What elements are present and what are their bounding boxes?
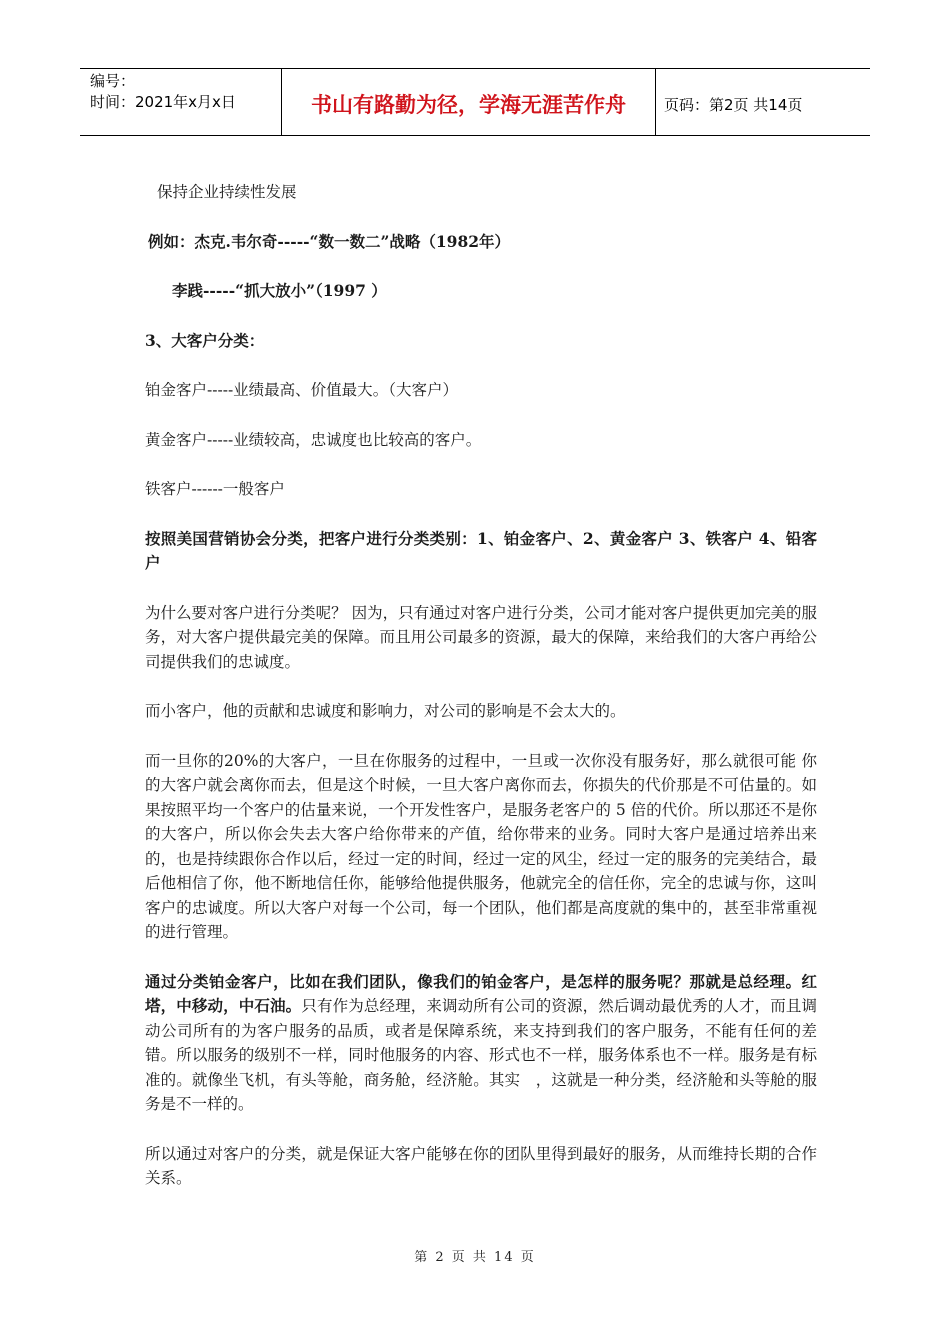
paragraph-7: 铁客户------一般客户 xyxy=(145,480,285,498)
page-footer: 第 2 页 共 14 页 xyxy=(414,1250,536,1265)
header-meta-cell xyxy=(80,69,282,135)
time-label: 时间：2021年x月x日 xyxy=(90,93,236,111)
paragraph-8: 按照美国营销协会分类，把客户进行分类类别：1、铂金客户、2、黄金客户 3、铁客户 4、铅客户 xyxy=(145,528,817,572)
header-motto: 书山有路勤为径，学海无涯苦作舟 xyxy=(282,69,656,135)
number-label: 编号： xyxy=(90,72,136,90)
document-body xyxy=(145,180,817,1191)
paragraph-1: 保持企业持续性发展 xyxy=(157,183,297,201)
paragraph-12-rest: 只有作为总经理，来调动所有公司的资源，然后调动最优秀的人才，而且调动公司所有的为客户服务的品质，或者是保障系统，来支持到我们的客户服务，不能有任何的差错。所以服务的级别不一样，同时他服务的内容、形式也不一样，服务体系也不一样。服务是有标准的。就像坐飞机，有头等舱，商务舱，经济舱。其实 ，这就是一种分类，经济舱和头等舱的服务是不一样的。 xyxy=(145,997,817,1113)
paragraph-13: 所以通过对客户的分类，就是保证大客户能够在你的团队里得到最好的服务，从而维持长期的合作关系。 xyxy=(145,1144,817,1187)
paragraph-9: 为什么要对客户进行分类呢？ 因为，只有通过对客户进行分类，公司才能对客户提供更加完美的服务，对大客户提供最完美的保障。而且用公司最多的资源，最大的保障，来给我们的大客户再给公司提供我们的忠诚度。 xyxy=(145,603,817,671)
paragraph-12 xyxy=(145,970,817,1117)
header-page-info: 页码：第2页 共14页 xyxy=(664,95,803,114)
page-header xyxy=(80,68,870,136)
section-heading: 3、大客户分类： xyxy=(145,330,265,350)
paragraph-11: 而一旦你的20%的大客户，一旦在你服务的过程中，一旦或一次你没有服务好，那么就很可能 你的大客户就会离你而去，但是这个时候，一旦大客户离你而去，你损失的代价那是不可估量的。如果按照平均一个客户的估量来说，一个开发性客户，是服务老客户的 5 倍的代价。所以那还不是你的大客户，所以你会失去大客户给你带来的产值，给你带来的业务。同时大客户是通过培养出来的，也是持续跟你合作以后，经过一定的时间，经过一定的风尘，经过一定的服务的完美结合，最后他相信了你，他不断地信任你，能够给他提供服务，他就完全的信任你，完全的忠诚与你，这叫客户的忠诚度。所以大客户对每一个公司，每一个团队，他们都是高度就的集中的，甚至非常重视的进行管理。 xyxy=(145,751,817,941)
paragraph-2: 例如：杰克.韦尔奇-----“数一数二”战略（1982年） xyxy=(148,231,511,251)
paragraph-12-bold: 通过分类铂金客户，比如在我们团队，像我们的铂金客户，是怎样的服务呢？那就是总经理。红塔，中移动，中石油。 xyxy=(145,971,817,1015)
paragraph-6: 黄金客户-----业绩较高，忠诚度也比较高的客户。 xyxy=(145,430,482,449)
paragraph-3: 李践-----“抓大放小”（1997 ） xyxy=(172,281,387,300)
paragraph-10: 而小客户，他的贡献和忠诚度和影响力，对公司的影响是不会太大的。 xyxy=(145,702,626,720)
paragraph-5: 铂金客户-----业绩最高、价值最大。（大客户） xyxy=(145,381,458,399)
